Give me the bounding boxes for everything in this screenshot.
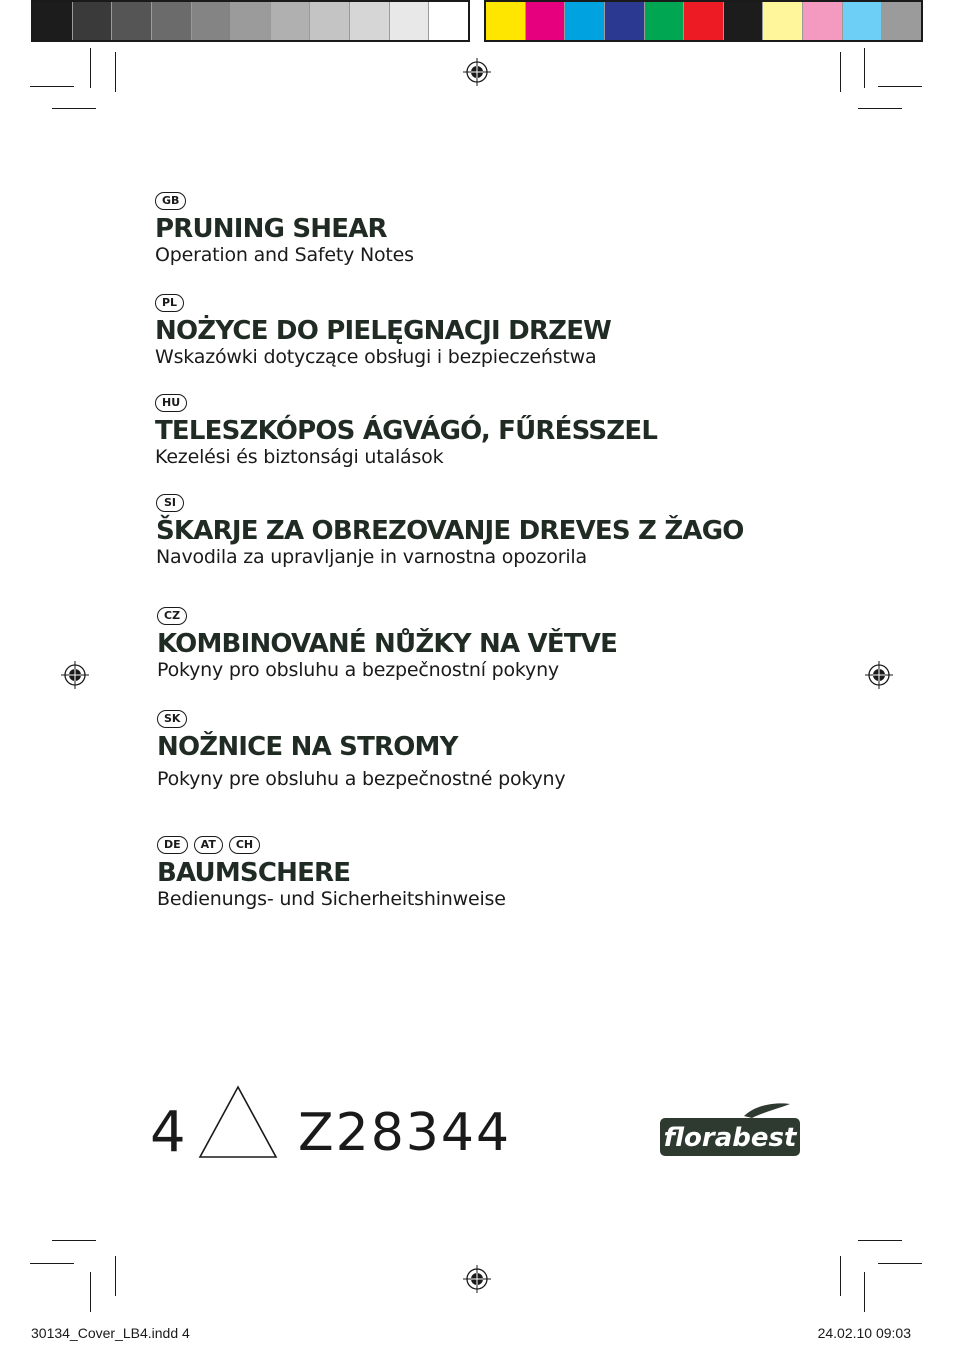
- florabest-logo: [660, 1102, 800, 1158]
- country-badge: CH: [229, 836, 260, 854]
- product-subtitle: Pokyny pre obsluhu a bezpečnostné pokyny: [157, 768, 566, 790]
- section-gb: [155, 192, 414, 266]
- country-badge: AT: [194, 836, 223, 854]
- registration-mark-icon: [462, 1264, 492, 1294]
- country-badge: SI: [156, 494, 184, 512]
- country-badges: [155, 394, 657, 414]
- product-title: NOŻYCE DO PIELĘGNACJI DRZEW: [155, 316, 612, 346]
- product-subtitle: Navodila za upravljanje in varnostna opozorila: [156, 546, 587, 568]
- section-de-at-ch: [157, 836, 506, 910]
- edition-number: 4: [150, 1100, 186, 1165]
- country-badge: GB: [155, 192, 186, 210]
- country-badges: [157, 836, 506, 856]
- country-badge: PL: [155, 294, 184, 312]
- product-title: KOMBINOVANÉ NŮŽKY NA VĚTVE: [157, 629, 618, 659]
- country-badges: [156, 494, 744, 514]
- section-hu: [155, 394, 657, 468]
- product-subtitle: Kezelési és biztonsági utalások: [155, 446, 444, 468]
- crop-mark: [858, 1240, 902, 1241]
- product-subtitle: Operation and Safety Notes: [155, 244, 414, 266]
- crop-mark: [90, 1272, 91, 1312]
- crop-mark: [878, 1263, 922, 1264]
- triangle-icon: [198, 1085, 278, 1159]
- country-badges: [155, 192, 414, 212]
- date-slug: 24.02.10 09:03: [817, 1325, 911, 1341]
- product-title: BAUMSCHERE: [157, 858, 351, 888]
- logo-text: florabest: [663, 1123, 797, 1153]
- section-pl: [155, 294, 611, 368]
- product-subtitle: Pokyny pro obsluhu a bezpečnostní pokyny: [157, 659, 559, 681]
- product-title: PRUNING SHEAR: [155, 214, 387, 244]
- model-number: Z28344: [298, 1103, 512, 1163]
- country-badges: [157, 607, 617, 627]
- product-subtitle: Wskazówki dotyczące obsługi i bezpieczeństwa: [155, 346, 597, 368]
- country-badge: DE: [157, 836, 188, 854]
- section-cz: [157, 607, 617, 681]
- file-slug: 30134_Cover_LB4.indd 4: [31, 1325, 190, 1341]
- crop-mark: [115, 1256, 116, 1296]
- country-badge: CZ: [157, 607, 187, 625]
- crop-mark: [30, 1263, 74, 1264]
- crop-mark: [864, 1272, 865, 1312]
- product-title: TELESZKÓPOS ÁGVÁGÓ, FŰRÉSSZEL: [155, 416, 658, 446]
- section-si: [156, 494, 744, 568]
- product-title: ŠKARJE ZA OBREZOVANJE DREVES Z ŽAGO: [156, 516, 744, 546]
- leaf-icon: [744, 1103, 790, 1118]
- product-title: NOŽNICE NA STROMY: [157, 732, 458, 762]
- country-badge: SK: [157, 710, 187, 728]
- product-subtitle: Bedienungs- und Sicherheitshinweise: [157, 888, 506, 910]
- country-badges: [155, 294, 611, 314]
- crop-mark: [52, 1240, 96, 1241]
- country-badges: [157, 710, 565, 730]
- crop-mark: [840, 1256, 841, 1296]
- section-sk: [157, 710, 565, 790]
- country-badge: HU: [155, 394, 187, 412]
